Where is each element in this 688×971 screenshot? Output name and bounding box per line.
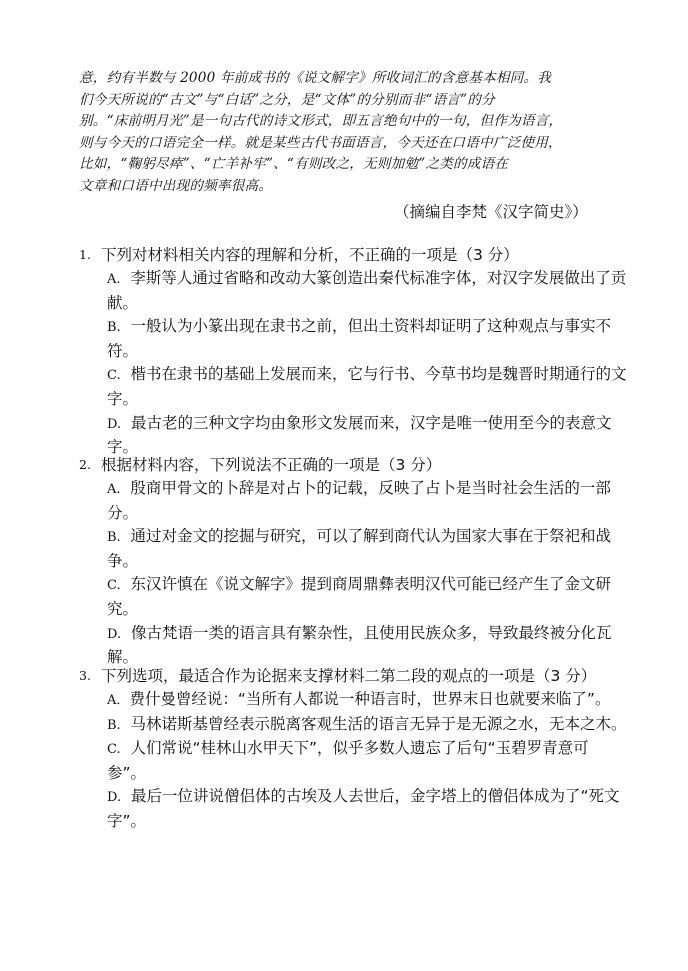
option-letter: C. xyxy=(107,742,121,758)
question-3 xyxy=(79,664,639,834)
question-text: 根据材料内容，下列说法不正确的一项是（3 分） xyxy=(101,456,442,474)
option-text: 一般认为小篆出现在隶书之前，但出土资料却证明了这种观点与事实不符。 xyxy=(107,317,612,360)
passage-source: （摘编自李梵《汉字简史》） xyxy=(394,203,588,221)
option-text: 最古老的三种文字均由象形文发展而来，汉字是唯一使用至今的表意文字。 xyxy=(107,413,612,457)
option-c xyxy=(107,737,627,785)
option-letter: A． xyxy=(107,693,130,708)
option-d xyxy=(107,785,627,833)
option-b xyxy=(107,525,627,573)
question-number: 3. xyxy=(79,668,91,683)
option-letter: D. xyxy=(107,790,122,806)
option-text: 最后一位讲说僧侣体的古埃及人去世后，金字塔上的僧侣体成为了“死文字”。 xyxy=(107,787,620,830)
passage-line: 则与今天的口语完全一样。就是某些古代书面语言，今天还在口语中广泛使用， xyxy=(79,134,562,151)
option-c xyxy=(107,363,627,411)
option-text: 东汉许慎在《说文解字》提到商周鼎彝表明汉代可能已经产生了金文研究。 xyxy=(107,575,611,618)
option-text: 像古梵语一类的语言具有繁杂性，且使用民族众多，导致最终被分化瓦解。 xyxy=(107,623,612,667)
option-letter: B. xyxy=(107,320,121,336)
question-number: 2. xyxy=(79,457,91,472)
passage-line: 们今天所说的“古文”与“白话”之分，是“文体”的分别而非“语言”的分 xyxy=(79,91,495,108)
passage-text xyxy=(79,68,619,198)
question-stem xyxy=(79,453,639,477)
question-stem xyxy=(79,664,639,688)
option-letter: B. xyxy=(107,530,121,546)
question-text: 下列选项，最适合作为论据来支撑材料二第二段的观点的一项是（3 分） xyxy=(101,667,597,685)
option-b xyxy=(107,713,627,738)
passage-line: 文章和口语中出现的频率很高。 xyxy=(79,177,273,194)
question-text: 下列对材料相关内容的理解和分析，不正确的一项是（3 分） xyxy=(101,246,519,264)
passage-line: 别。“床前明月光”是一句古代的诗文形式，即五言绝句中的一句，但作为语言， xyxy=(79,113,563,130)
option-text: 马林诺斯基曾经表示脱离客观生活的语言无异于是无源之水，无本之木。 xyxy=(130,714,627,733)
option-letter: B. xyxy=(107,717,121,733)
option-text: 楷书在隶书的基础上发展而来，它与行书、今草书均是魏晋时期通行的文字。 xyxy=(107,365,627,408)
question-stem xyxy=(79,243,639,267)
option-letter: C. xyxy=(107,578,121,594)
option-a xyxy=(107,267,627,315)
option-letter: D. xyxy=(107,626,122,642)
question-2 xyxy=(79,453,639,670)
option-letter: C. xyxy=(107,368,121,384)
passage-line: 意，约有半数与 2000 年前成书的《说文解字》所收词汇的含意基本相同。我 xyxy=(79,70,552,86)
option-text: 通过对金文的挖掘与研究，可以了解到商代认为国家大事在于祭祀和战争。 xyxy=(107,527,612,570)
option-c xyxy=(107,573,627,621)
option-text: 殷商甲骨文的卜辞是对占卜的记载，反映了占卜是当时社会生活的一部分。 xyxy=(107,479,611,522)
option-b xyxy=(107,315,627,363)
question-1 xyxy=(79,243,639,460)
passage-line: 比如，“鞠躬尽瘁”、“亡羊补牢”、“有则改之，无则加勉”之类的成语在 xyxy=(79,156,509,173)
option-text: 李斯等人通过省略和改动大篆创造出秦代标准字体，对汉字发展做出了贡献。 xyxy=(107,269,627,312)
question-number: 1. xyxy=(79,247,91,262)
option-letter: A. xyxy=(107,272,121,287)
option-a xyxy=(107,688,627,713)
option-d xyxy=(107,622,627,670)
option-letter: A. xyxy=(107,482,121,497)
option-text: 费什曼曾经说：“当所有人都说一种语言时，世界末日也就要来临了”。 xyxy=(129,690,611,708)
option-a xyxy=(107,477,627,525)
option-text: 人们常说“桂林山水甲天下”，似乎多数人遗忘了后句“玉碧罗青意可参”。 xyxy=(107,739,589,782)
option-letter: D. xyxy=(107,416,122,432)
